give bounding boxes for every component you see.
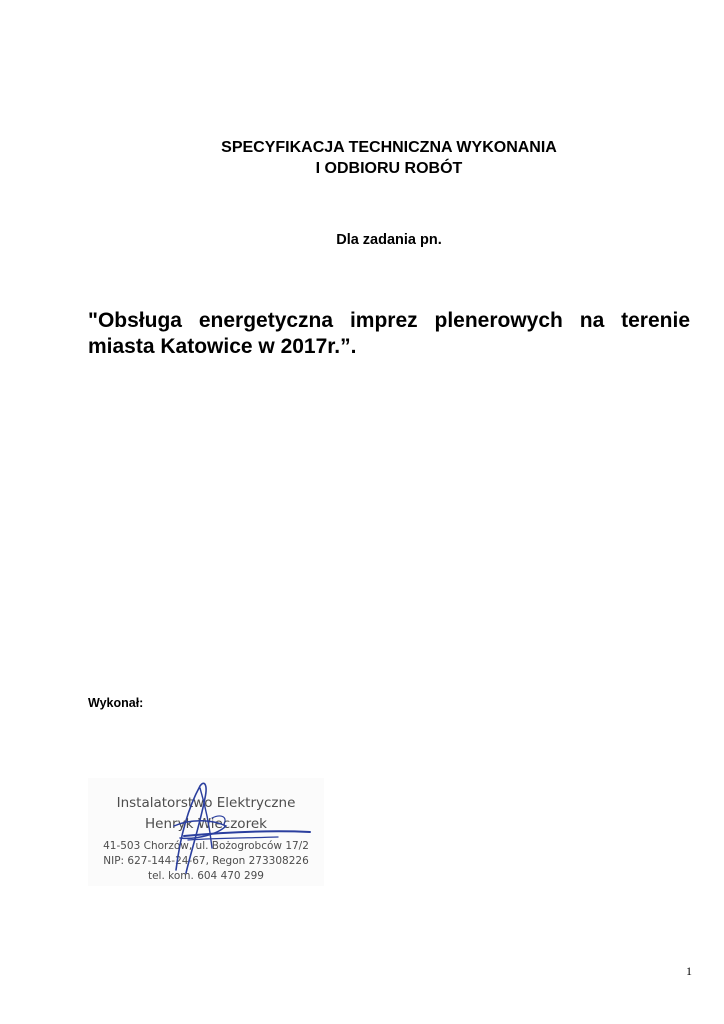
title-line-2: I ODBIORU ROBÓT xyxy=(315,160,463,177)
stamp-phone: tel. kom. 604 470 299 xyxy=(147,870,264,882)
stamp-address: 41-503 Chorzów, ul. Bożogrobców 17/2 xyxy=(103,840,309,852)
document-title xyxy=(0,137,724,179)
task-label: Dla zadania pn. xyxy=(336,232,442,248)
stamp-company-name: Instalatorstwo Elektryczne xyxy=(116,795,296,811)
company-stamp xyxy=(88,778,324,886)
page-number: 1 xyxy=(686,964,692,978)
title-line-1: SPECYFIKACJA TECHNICZNA WYKONANIA xyxy=(221,139,557,156)
task-name: "Obsługa energetyczna imprez plenerowych na terenie miasta Katowice w 2017r.”. xyxy=(88,309,690,358)
performed-by-label: Wykonał: xyxy=(88,696,144,710)
handwritten-signature xyxy=(88,778,324,886)
stamp-owner-name: Henryk Wieczorek xyxy=(145,816,267,832)
stamp-tax-ids: NIP: 627-144-24-67, Regon 273308226 xyxy=(103,855,309,867)
